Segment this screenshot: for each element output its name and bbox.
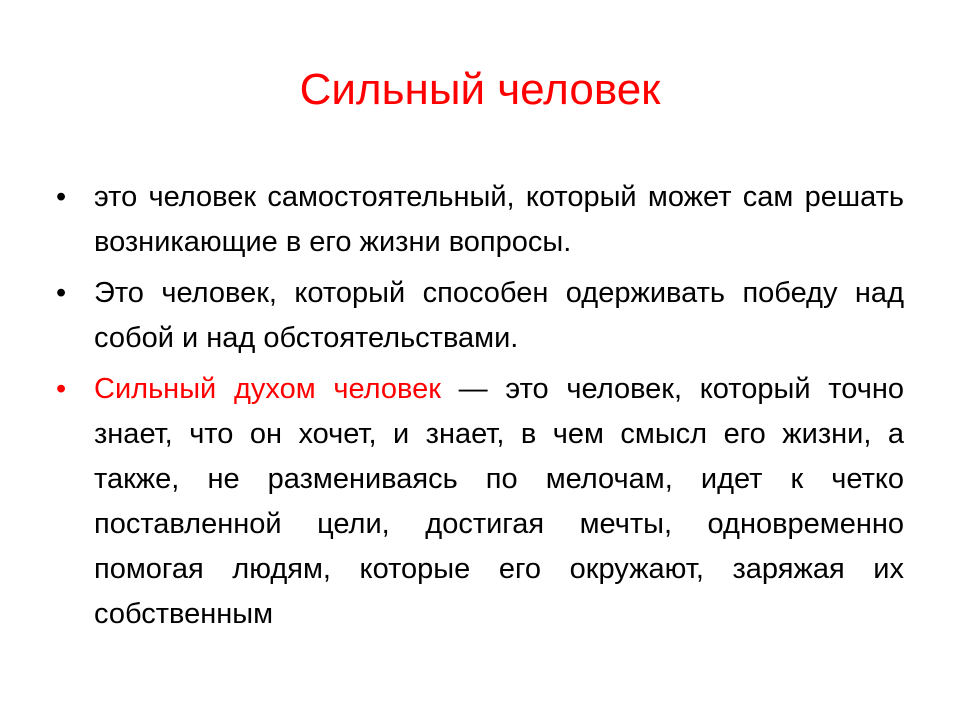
bullet-text: — это человек, который точно знает, что он хочет, и знает, в чем смысл его жизни, а также, не размениваясь по мелочам, идет к четко поставленной цели, достигая мечты, одновременно помогая людям, которые его окружают, заряжая их собственным (94, 373, 904, 630)
bullet-text: Это человек, который способен одерживать победу над собой и над обстоятельствами. (94, 277, 904, 354)
bullet-item-3 (56, 367, 904, 637)
bullet-item-1 (56, 175, 904, 265)
slide-title: Сильный человек (299, 65, 661, 114)
bullet-dot-icon: • (56, 181, 67, 213)
bullet-dot-icon: • (56, 277, 67, 309)
bullet-dot-icon: • (56, 373, 67, 405)
bullet-highlight-text: Сильный духом человек (94, 373, 441, 405)
bullet-item-2 (56, 271, 904, 361)
bullet-text: это человек самостоятельный, который может сам решать возникающие в его жизни вопросы. (94, 181, 904, 258)
bullet-list (56, 175, 904, 643)
